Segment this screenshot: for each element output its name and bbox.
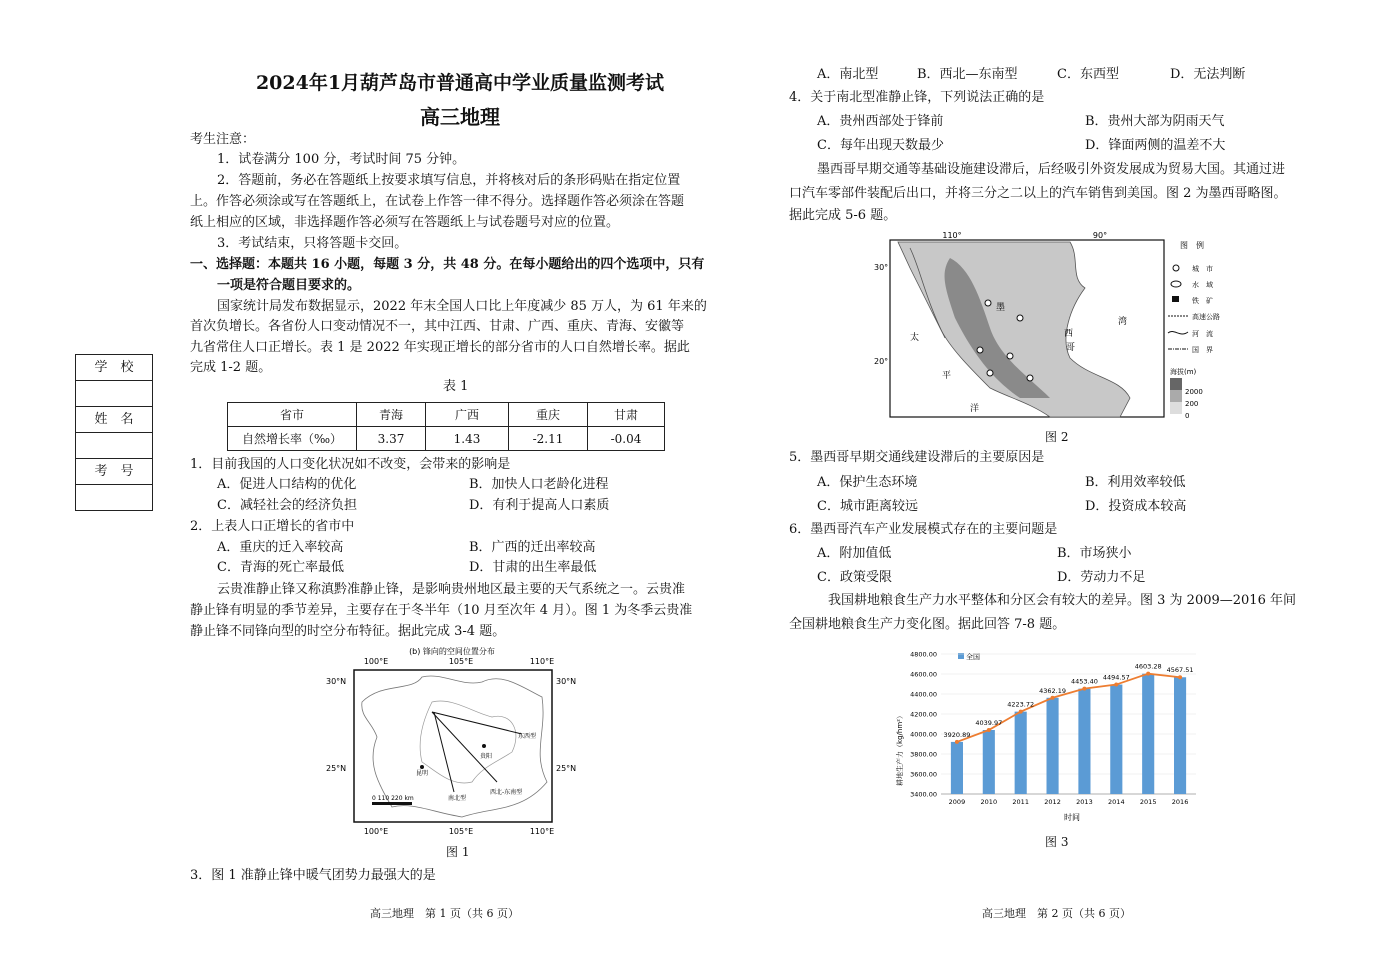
x-tick-label: 2010 [980, 798, 998, 806]
y-tick-label: 3600.00 [910, 770, 937, 779]
table-header: 甘肃 [588, 403, 665, 427]
legend-title: 图 例 [1180, 241, 1204, 250]
lon-label: 105°E [448, 827, 474, 836]
city-symbol [987, 370, 993, 376]
x-axis-label: 时间 [1064, 813, 1080, 822]
y-tick-label: 4600.00 [910, 670, 937, 679]
passage-line: 全国耕地粮食生产力变化图。据此回答 7-8 题。 [789, 617, 1066, 632]
y-tick-label: 4800.00 [910, 650, 937, 659]
notice-item: 纸上相应的区域，非选择题作答必须写在答题纸上与试卷题号对应的位置。 [190, 215, 620, 230]
option: A．附加值低 [817, 546, 892, 561]
x-tick-label: 2014 [1108, 798, 1125, 806]
lon-label: 110°E [529, 827, 555, 836]
lon-label: 110°E [529, 657, 555, 666]
bar [1174, 677, 1186, 794]
page-footer-right: 高三地理 第 2 页（共 6 页） [982, 907, 1131, 920]
page-footer-left: 高三地理 第 1 页（共 6 页） [370, 907, 519, 920]
data-label: 4567.51 [1166, 666, 1194, 675]
y-tick-label: 3800.00 [910, 750, 937, 759]
bar [951, 742, 963, 794]
question-stem: 5．墨西哥早期交通线建设滞后的主要原因是 [789, 450, 1045, 465]
school-field[interactable] [76, 381, 152, 407]
trend-point [1146, 672, 1150, 676]
legend-iron-icon [1172, 296, 1179, 302]
lat-label: 25°N [556, 764, 577, 773]
data-label: 4453.40 [1070, 677, 1098, 686]
notice-item: 3．考试结束，只将答题卡交回。 [217, 236, 408, 251]
x-tick-label: 2011 [1012, 798, 1029, 806]
bar [1015, 712, 1027, 794]
scale-bar [372, 802, 412, 805]
lon-label: 90° [1092, 231, 1108, 240]
passage-line: 完成 1-2 题。 [190, 360, 272, 375]
notice-item: 1．试卷满分 100 分，考试时间 75 分钟。 [217, 152, 466, 167]
x-tick-label: 2009 [948, 798, 966, 806]
x-tick-label: 2013 [1076, 798, 1093, 806]
passage-line: 口汽车零部件装配后出口，并将三分之二以上的汽车销售到美国。图 2 为墨西哥略图。 [789, 186, 1287, 201]
passage-line: 我国耕地粮食生产力水平整体和分区会有较大的差异。图 3 为 2009—2016 年间 [828, 593, 1296, 608]
section-heading: 一、选择题：本题共 16 小题，每题 3 分，共 48 分。在每小题给出的四个选项中，只有 [190, 257, 705, 272]
table-header: 广西 [426, 403, 509, 427]
option: A．促进人口结构的优化 [217, 477, 357, 492]
elevation-label: 200 [1185, 400, 1199, 408]
mexico-map-figure [870, 228, 1240, 423]
number-field[interactable] [76, 485, 152, 510]
city-label: 贵阳 [480, 753, 493, 760]
bar [1110, 685, 1122, 794]
map-label: 太 [910, 333, 920, 343]
exam-title: 2024年1月葫芦岛市普通高中学业质量监测考试 [255, 72, 665, 94]
data-label: 4362.19 [1039, 686, 1067, 695]
lon-label: 110° [942, 231, 962, 240]
notice-item: 2．答题前，务必在答题纸上按要求填写信息，并将核对后的条形码贴在指定位置 [217, 173, 681, 188]
passage-line: 国家统计局发布数据显示，2022 年末全国人口比上年度减少 85 万人，为 61 年来的 [217, 299, 707, 314]
trend-point [1082, 687, 1086, 691]
question-stem: 1．目前我国的人口变化状况如不改变，会带来的影响是 [190, 457, 511, 472]
elevation-title: 海拔(m) [1170, 368, 1197, 376]
legend-item: 水 域 [1192, 281, 1213, 289]
legend-item: 国 界 [1192, 346, 1213, 354]
legend-item: 高速公路 [1192, 313, 1220, 321]
table-cell: -0.04 [588, 427, 665, 451]
elevation-label: 2000 [1185, 388, 1203, 396]
option: B．利用效率较低 [1085, 475, 1186, 490]
y-tick-label: 3400.00 [910, 790, 937, 799]
trend-point [1114, 683, 1118, 687]
y-tick-label: 4200.00 [910, 710, 937, 719]
question-stem: 2．上表人口正增长的省市中 [190, 519, 355, 534]
legend-water-icon [1171, 281, 1181, 287]
table-cell: 自然增长率（‰） [228, 427, 357, 451]
fig1-caption: 图 1 [446, 845, 470, 859]
name-label: 姓 名 [76, 407, 152, 433]
question-stem: 6．墨西哥汽车产业发展模式存在的主要问题是 [789, 522, 1058, 537]
passage-line: 据此完成 5-6 题。 [789, 208, 897, 223]
legend-item: 铁 矿 [1192, 297, 1213, 305]
city-label: 昆明 [416, 770, 429, 777]
map-label: 洋 [970, 404, 980, 414]
option: A．南北型 [817, 67, 879, 82]
x-tick-label: 2012 [1044, 798, 1061, 806]
option: C．城市距离较远 [817, 499, 918, 514]
table-header: 青海 [357, 403, 426, 427]
option: B．西北—东南型 [917, 67, 1018, 82]
option: B．贵州大部为阴雨天气 [1085, 114, 1225, 129]
option: C．每年出现天数最少 [817, 138, 944, 153]
lon-label: 100°E [363, 657, 389, 666]
option: C．减轻社会的经济负担 [217, 498, 357, 513]
city-symbol [1027, 375, 1033, 381]
table-cell: 1.43 [426, 427, 509, 451]
student-info-box [75, 354, 153, 511]
bar [983, 730, 995, 794]
passage-line: 九省常住人口正增长。表 1 是 2022 年实现正增长的部分省市的人口自然增长率。据此 [190, 340, 690, 355]
city-symbol [985, 300, 991, 306]
table-header: 省市 [228, 403, 357, 427]
option: D．甘肃的出生率最低 [469, 560, 597, 575]
lat-label: 20° [874, 357, 889, 366]
front-type-label: 东西型 [518, 733, 537, 740]
front-type-label: 西北-东南型 [490, 789, 523, 796]
elevation-swatch-mid [1170, 390, 1182, 402]
fig2-caption: 图 2 [1045, 430, 1069, 444]
school-label: 学 校 [76, 355, 152, 381]
y-axis-label: 耕地生产力（kg/hm²） [896, 712, 904, 786]
elevation-swatch-high [1170, 378, 1182, 390]
legend-city-icon [1173, 265, 1179, 271]
option: D．投资成本较高 [1085, 499, 1187, 514]
lon-label: 105°E [448, 657, 474, 666]
legend-item: 城 市 [1192, 265, 1213, 273]
option: A．重庆的迁入率较高 [217, 540, 344, 555]
data-label: 4603.28 [1134, 662, 1162, 671]
x-tick-label: 2015 [1139, 798, 1157, 806]
option: C．东西型 [1057, 67, 1119, 82]
elevation-label: 0 [1185, 412, 1190, 420]
bar [1142, 674, 1154, 794]
exam-subtitle: 高三地理 [420, 105, 500, 129]
scale-label: 0 110 220 km [372, 795, 414, 802]
passage-line: 静止锋有明显的季节差异，主要存在于冬半年（10 月至次年 4 月）。图 1 为冬季云贵准 [190, 603, 693, 618]
population-table [227, 402, 665, 451]
notice-heading: 考生注意： [190, 132, 256, 147]
passage-line: 云贵准静止锋又称滇黔准静止锋，是影响贵州地区最主要的天气系统之一。云贵准 [217, 582, 686, 597]
x-tick-label: 2016 [1171, 798, 1189, 806]
option: B．加快人口老龄化进程 [469, 477, 609, 492]
option: A．贵州西部处于锋前 [817, 114, 944, 129]
name-field[interactable] [76, 433, 152, 459]
map-label: 西 [1064, 329, 1074, 339]
bar [1078, 689, 1090, 794]
table-header: 重庆 [509, 403, 588, 427]
map-label: 平 [942, 371, 952, 381]
option: D．锋面两侧的温差不大 [1085, 138, 1226, 153]
option: C．青海的死亡率最低 [217, 560, 344, 575]
trend-point [1019, 710, 1023, 714]
passage-line: 首次负增长。各省份人口变动情况不一，其中江西、甘肃、广西、重庆、青海、安徽等 [190, 319, 685, 334]
city-dot-kunming [420, 765, 424, 769]
trend-point [987, 728, 991, 732]
number-label: 考 号 [76, 459, 152, 485]
map-label: 湾 [1118, 317, 1128, 327]
front-type-label: 南北型 [448, 795, 467, 802]
city-dot-guiyang [482, 744, 486, 748]
lat-label: 30° [874, 263, 889, 272]
front-map-figure [322, 642, 582, 842]
option: B．广西的迁出率较高 [469, 540, 596, 555]
question-stem: 3．图 1 准静止锋中暖气团势力最强大的是 [190, 868, 436, 883]
notice-item: 上。作答必须涂或写在答题纸上，在试卷上作答一律不得分。选择题作答必须涂在答题 [190, 194, 685, 209]
city-symbol [977, 347, 983, 353]
city-symbol [1007, 353, 1013, 359]
option: C．政策受限 [817, 570, 892, 585]
passage-line: 静止锋不同锋向型的时空分布特征。据此完成 3-4 题。 [190, 624, 506, 639]
lat-label: 30°N [556, 677, 577, 686]
map-label: 哥 [1066, 343, 1076, 353]
lon-label: 100°E [363, 827, 389, 836]
option: D．劳动力不足 [1057, 570, 1146, 585]
lat-label: 30°N [326, 677, 347, 686]
option: A．保护生态环境 [817, 475, 918, 490]
trend-point [1051, 696, 1055, 700]
option: D．有利于提高人口素质 [469, 498, 610, 513]
lat-label: 25°N [326, 764, 347, 773]
y-tick-label: 4000.00 [910, 730, 937, 739]
data-label: 4039.97 [975, 719, 1003, 728]
passage-line: 墨西哥早期交通等基础设施建设滞后，后经吸引外资发展成为贸易大国。其通过进 [817, 162, 1286, 177]
bar [1047, 698, 1059, 794]
table-caption: 表 1 [443, 379, 469, 394]
section-heading-cont: 一项是符合题目要求的。 [217, 278, 361, 293]
legend-river-icon [1168, 332, 1188, 334]
data-label: 3920.89 [943, 730, 971, 739]
productivity-chart [886, 644, 1206, 824]
fig1-title: (b) 锋向的空间位置分布 [409, 647, 495, 656]
data-label: 4223.72 [1007, 700, 1035, 709]
legend-item: 河 流 [1192, 330, 1213, 338]
table-cell: 3.37 [357, 427, 426, 451]
table-cell: -2.11 [509, 427, 588, 451]
option: D．无法判断 [1170, 67, 1246, 82]
data-label: 4494.57 [1102, 673, 1130, 682]
trend-point [955, 740, 959, 744]
question-stem: 4．关于南北型准静止锋，下列说法正确的是 [789, 90, 1045, 105]
fig3-caption: 图 3 [1045, 835, 1069, 849]
legend-label: 全国 [966, 653, 980, 661]
trend-point [1178, 675, 1182, 679]
option: B．市场狭小 [1057, 546, 1132, 561]
city-symbol [1017, 315, 1023, 321]
map-label: 墨 [996, 303, 1006, 313]
y-tick-label: 4400.00 [910, 690, 937, 699]
elevation-swatch-low [1170, 402, 1182, 414]
